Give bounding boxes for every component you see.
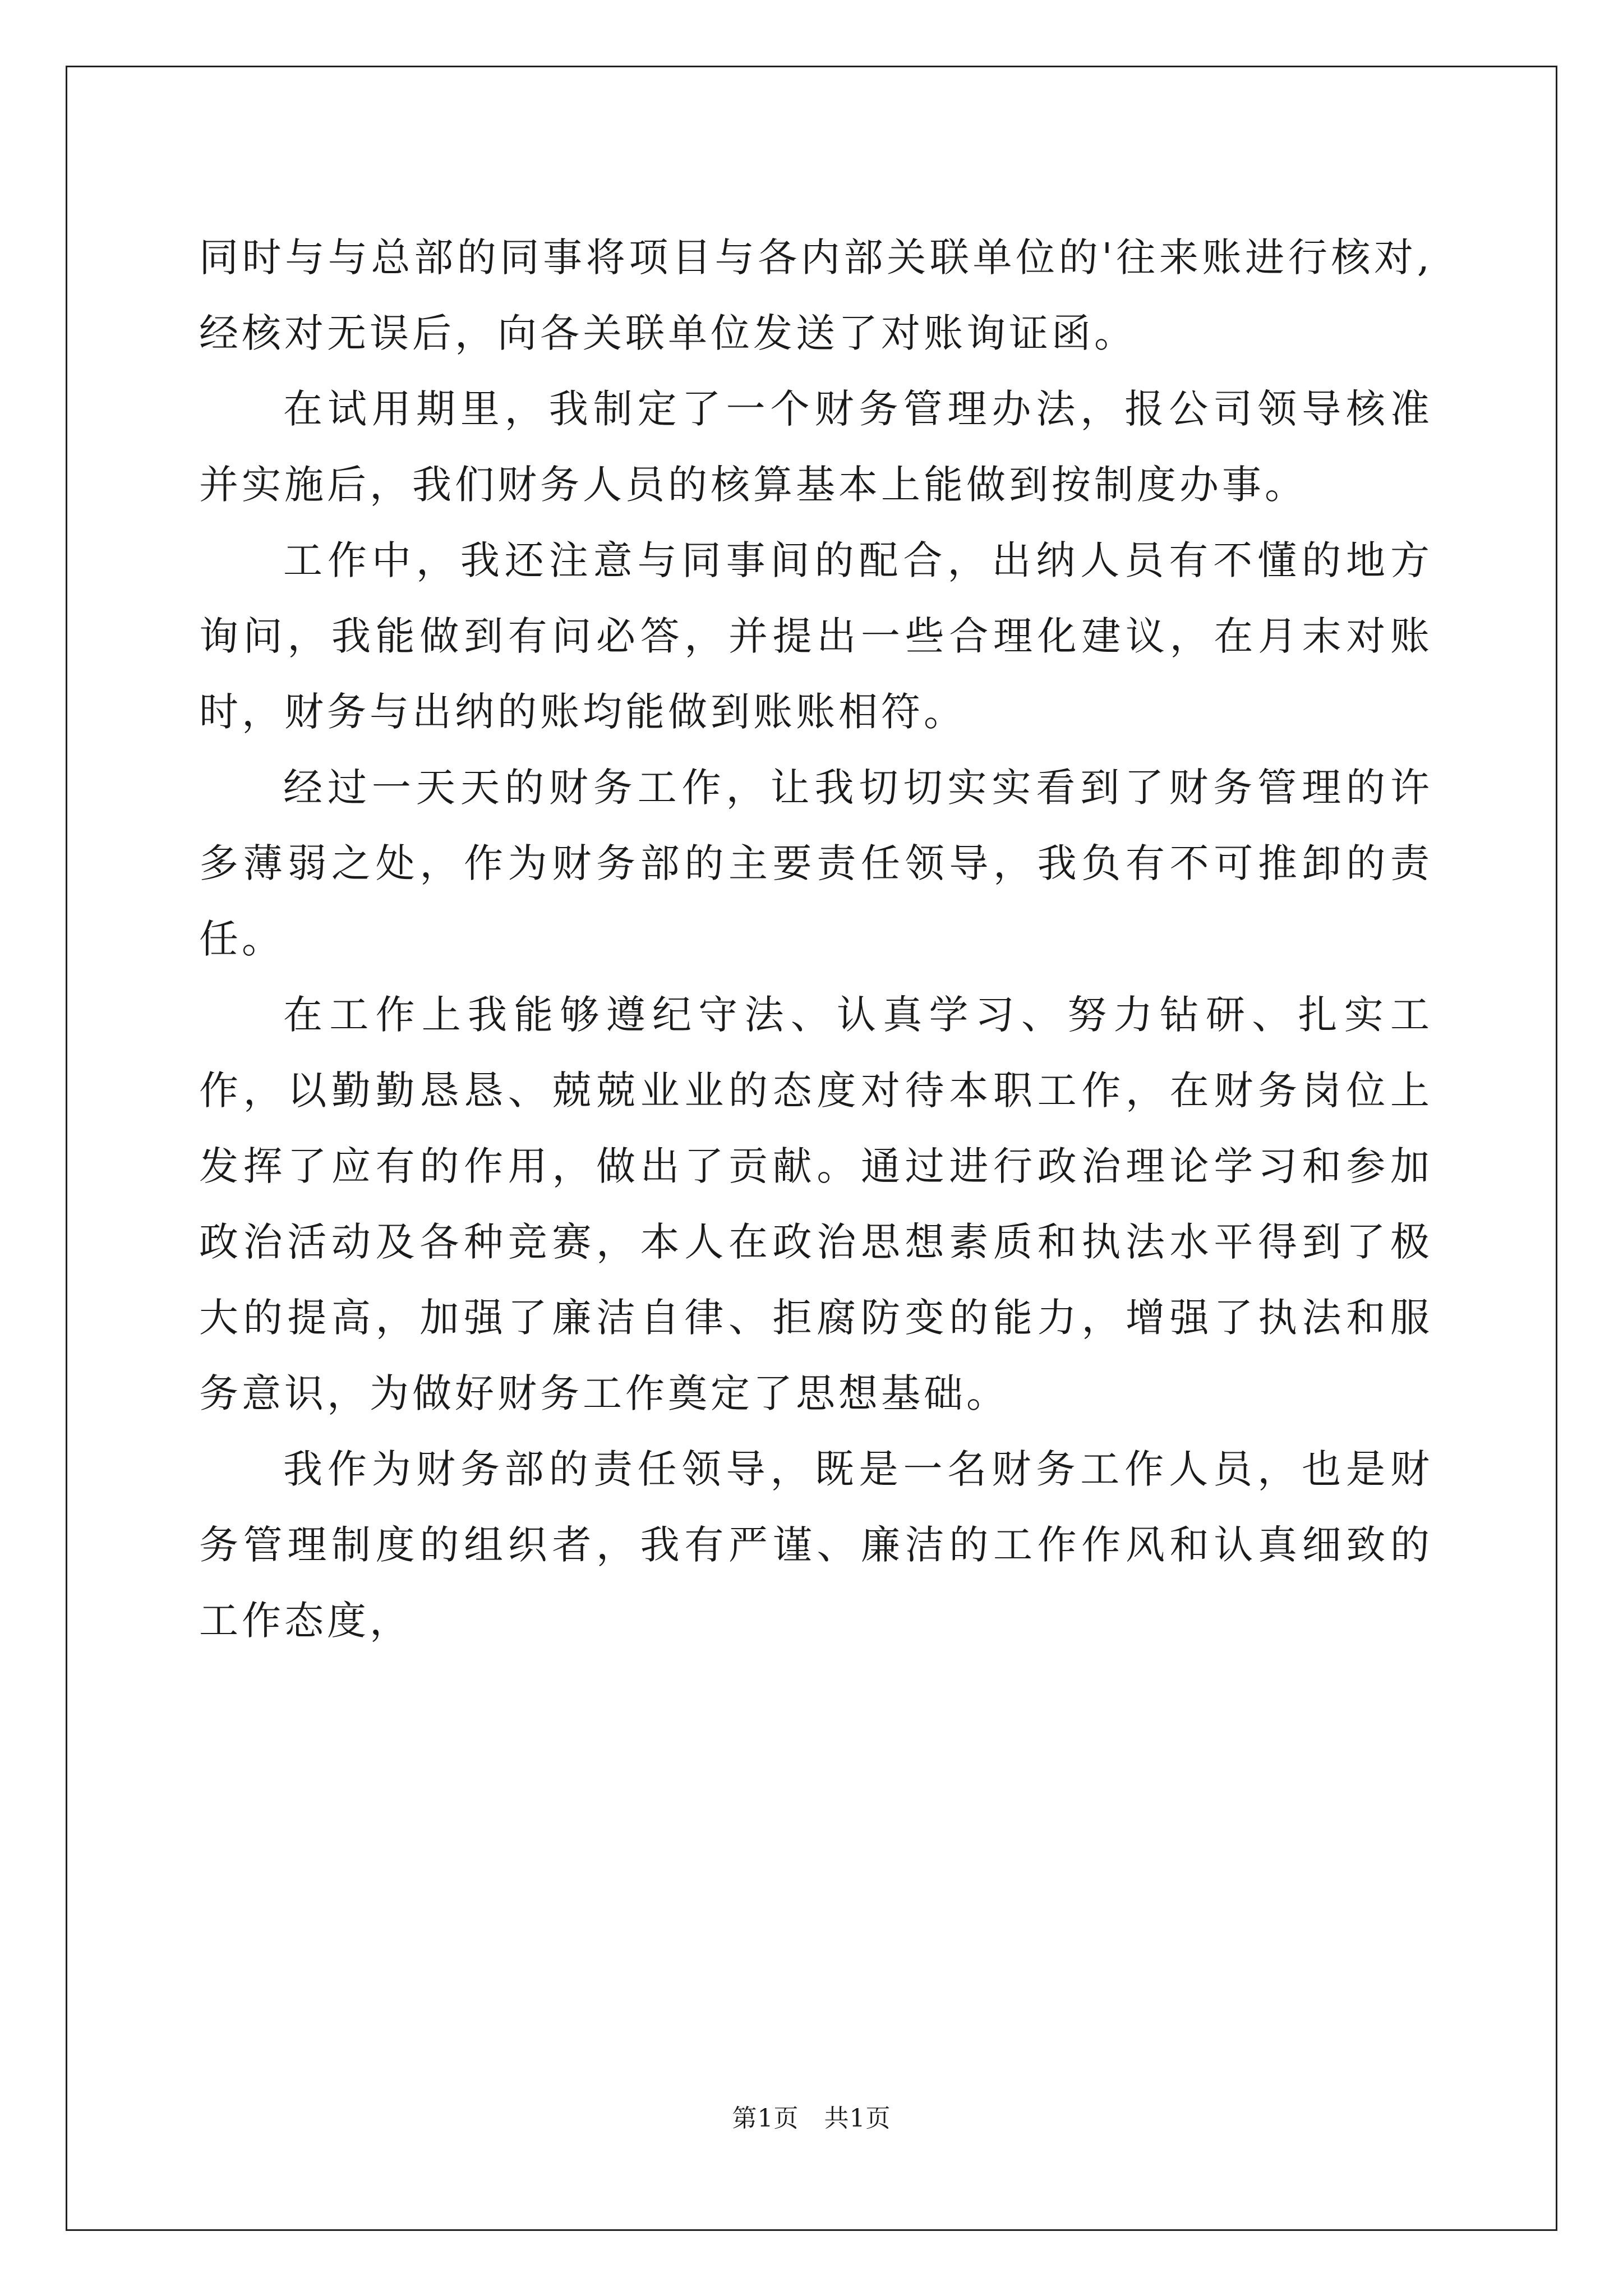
paragraph-1: 同时与与总部的同事将项目与各内部关联单位的'往来账进行核对,经核对无误后，向各关联单位发送了对账询证函。 [199,234,1433,356]
page-number-footer: 第1页 共1页 [732,2104,891,2133]
paragraph-5: 在工作上我能够遵纪守法、认真学习、努力钻研、扎实工作，以勤勤恳恳、兢兢业业的态度对待本职工作，在财务岗位上发挥了应有的作用，做出了贡献。通过进行政治理论学习和参加政治活动及各种竞赛，本人在政治思想素质和执法水平得到了极大的提高，加强了廉洁自律、拒腐防变的能力，增强了执法和服务意识，为做好财务工作奠定了思想基础。 [199,992,1433,1416]
paragraph-6: 我作为财务部的责任领导，既是一名财务工作人员，也是财务管理制度的组织者，我有严谨、廉洁的工作作风和认真细致的工作态度， [199,1446,1433,1644]
paragraph-2: 在试用期里，我制定了一个财务管理办法，报公司领导核准并实施后，我们财务人员的核算基本上能做到按制度办事。 [199,386,1433,508]
paragraph-3: 工作中，我还注意与同事间的配合，出纳人员有不懂的地方询问，我能做到有问必答，并提出一些合理化建议，在月末对账时，财务与出纳的账均能做到账账相符。 [199,537,1433,735]
document-body [199,220,1433,1659]
paragraph-4: 经过一天天的财务工作，让我切切实实看到了财务管理的许多薄弱之处，作为财务部的主要责任领导，我负有不可推卸的责任。 [199,765,1433,962]
